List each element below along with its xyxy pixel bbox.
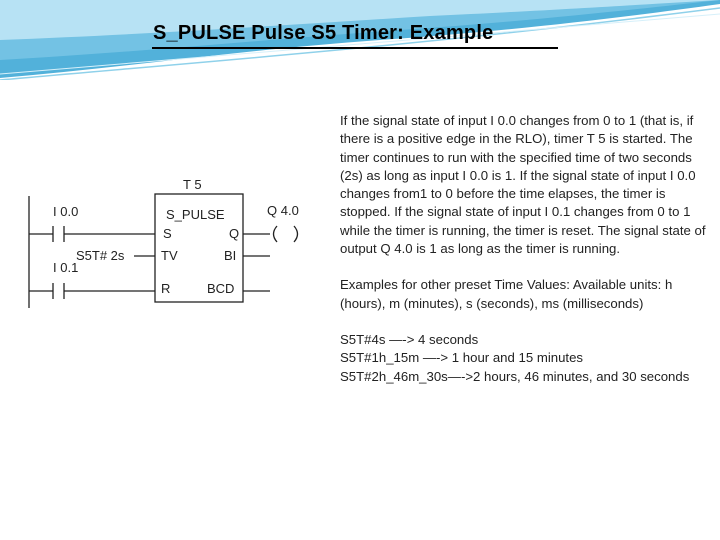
example-item: S5T#2h_46m_30s—->2 hours, 46 minutes, and 30 seconds xyxy=(340,368,690,384)
pin-r: R xyxy=(161,281,171,296)
pin-s: S xyxy=(163,226,172,241)
ladder-diagram xyxy=(20,170,320,320)
slide-title: S_PULSE Pulse S5 Timer: Example xyxy=(153,22,494,44)
timer-label: T 5 xyxy=(183,177,202,192)
example-item: S5T#4s —-> 4 seconds xyxy=(340,331,479,347)
output-coil-left xyxy=(274,226,278,242)
block-name: S_PULSE xyxy=(166,207,225,222)
output-label: Q 4.0 xyxy=(267,203,299,218)
input-set-label: I 0.0 xyxy=(53,204,79,219)
pin-bcd: BCD xyxy=(207,281,235,296)
input-reset-label: I 0.1 xyxy=(53,260,79,275)
time-value-label: S5T# 2s xyxy=(76,248,125,263)
example-item: S5T#1h_15m —-> 1 hour and 15 minutes xyxy=(340,350,584,366)
description-paragraph: If the signal state of input I 0.0 changes from 0 to 1 (that is, if there is a positive edge in the RLO), timer T 5 is started. The timer continues to run with the specified time of two seconds (2s) as long as input I 0.0 is 1. If the signal state of input I 0.0 changes from1 to 0 before the time elapses, the timer is stopped. If the signal state of input I 0.1 changes from 0 to 1 while the timer is running, the timer is reset. The signal state of output Q 4.0 is 1 as long as the timer is running. xyxy=(340,113,706,257)
pin-q: Q xyxy=(229,226,240,241)
title-underline xyxy=(152,47,558,49)
description-panel xyxy=(340,112,712,386)
examples-list xyxy=(340,331,712,386)
pin-bi: BI xyxy=(224,248,237,263)
pin-tv: TV xyxy=(161,248,178,263)
output-coil-right xyxy=(294,226,298,242)
examples-intro: Examples for other preset Time Values: Available units: h (hours), m (minutes), s (seconds), ms (milliseconds) xyxy=(340,277,673,311)
